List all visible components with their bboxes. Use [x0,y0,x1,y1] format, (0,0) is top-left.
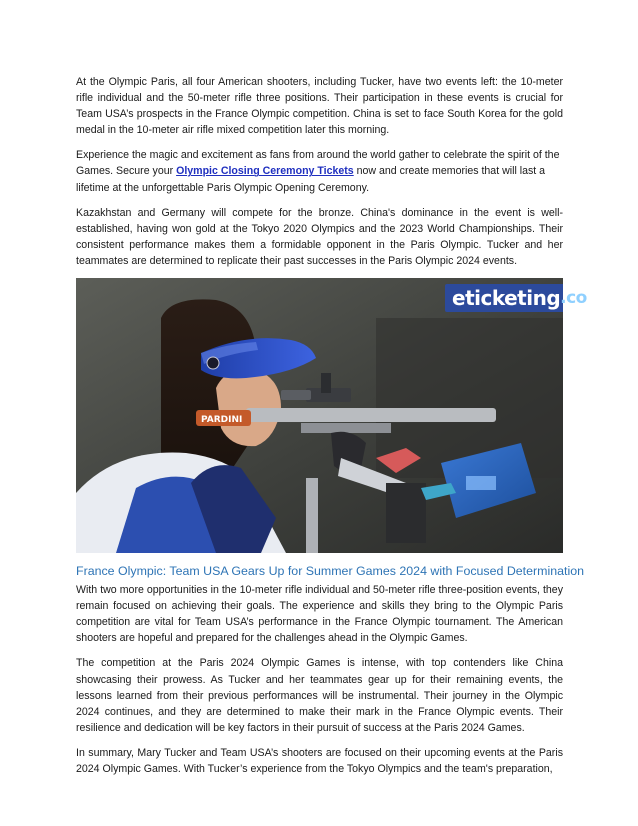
paragraph-tickets-tail: now and create memories that will last a lifetime at the unforgettable Paris Olympic Opening Ceremony. [76,165,546,194]
article-photo [76,278,587,553]
eticketing-logo-text: eticketing [452,286,561,311]
paragraph-summary: In summary, Mary Tucker and Team USA’s shooters are focused on their upcoming events at the Paris 2024 Olympic Games. With Tucker’s experience from the Tokyo Olympics and the team's preparation, [76,746,563,775]
paragraph-tickets [76,147,563,195]
eticketing-logo [445,284,587,312]
shooter-photo-illustration [76,278,563,553]
paragraph-opportunities: With two more opportunities in the 10-meter rifle individual and 50-meter rifle three-position events, they remain focused on achieving their goals. The experience and skills they bring to the Olympic Paris competition are vital for Team USA’s performance in the France Olympic tournament. The American shooters are hopeful and prepared for the challenges ahead in the Olympic Games. [76,584,563,645]
eticketing-logo-ext: .co [560,288,587,309]
paragraph-bronze: Kazakhstan and Germany will compete for the bronze. China's dominance in the event is well-established, having won gold at the Tokyo 2020 Olympics and the 2023 World Championships. Their consistent performance makes them a formidable opponent in the Paris Olympic. Tucker and her teammates are determined to replicate their past successes in the Paris Olympic 2024 events. [76,206,563,267]
rifle-brand-text: PARDINI [201,415,243,426]
paragraph-intro: At the Olympic Paris, all four American shooters, including Tucker, have two events left: the 10-meter rifle individual and the 50-meter rifle three positions. Their participation in these events is crucial for Team USA’s prospects in the France Olympic competition. China is set to face South Korea for the gold medal in the 10-meter air rifle mixed competition later this morning. [76,76,563,137]
section-heading: France Olympic: Team USA Gears Up for Summer Games 2024 with Focused Determination [76,564,584,579]
paragraph-tickets-lead: Experience the magic and excitement as fans from around the world gather to celebrate the spirit of the Games. Secure your [76,149,560,178]
document-page [76,74,587,786]
paragraph-competition: The competition at the Paris 2024 Olympic Games is intense, with top contenders like China showcasing their prowess. As Tucker and her teammates gear up for their remaining events, the lessons learned from their previous performances will be instrumental. Their journey in the Olympic 2024 continues, and they are determined to make their mark in the France Olympic events. Their resilience and dedication will be key factors in their pursuit of success at the Paris 2024 Games. [76,657,563,734]
closing-ceremony-tickets-link[interactable]: Olympic Closing Ceremony Tickets [176,165,354,178]
